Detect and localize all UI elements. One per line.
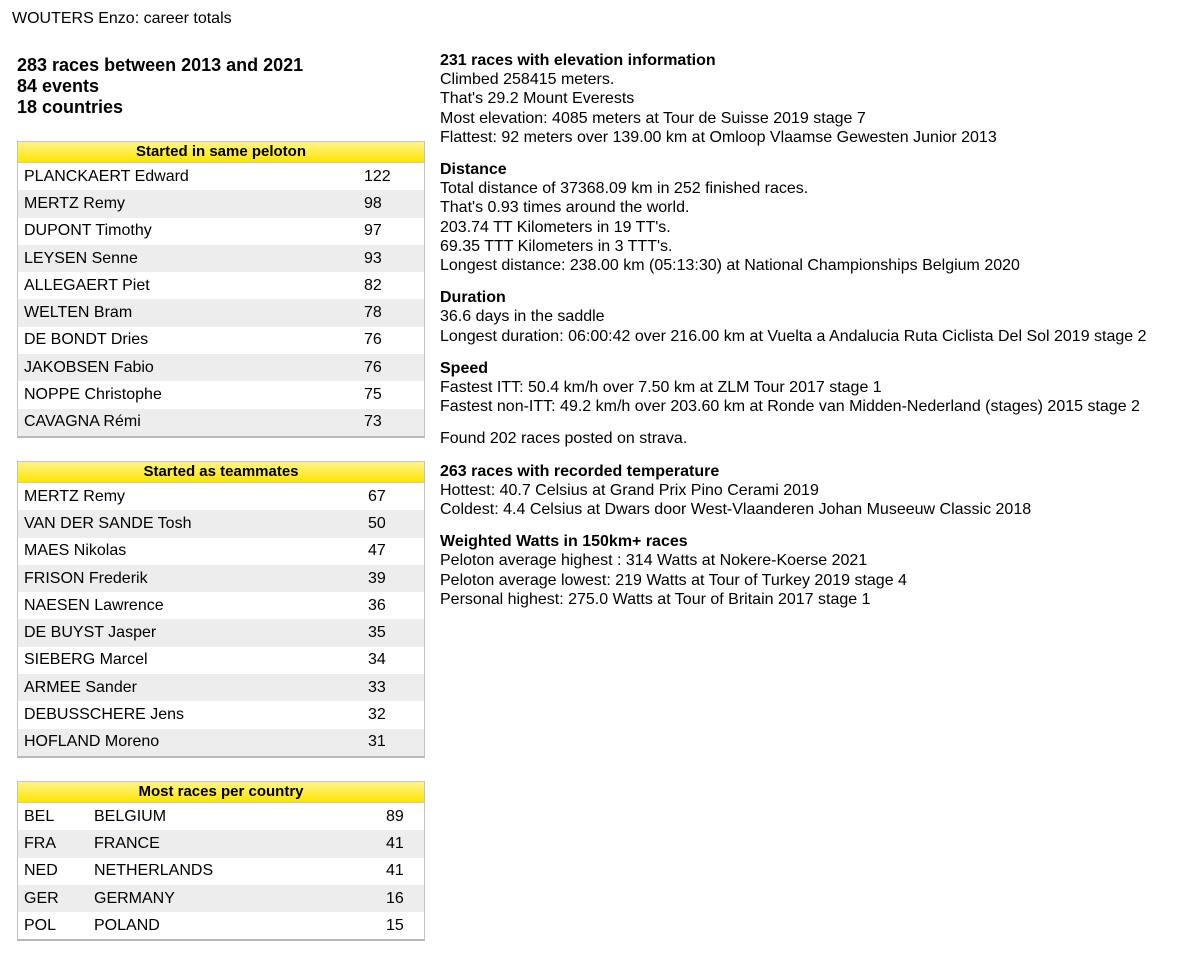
teammates-table (17, 461, 425, 758)
race-count: 47 (368, 542, 386, 560)
table-row (18, 803, 424, 830)
rider-name: NOPPE Christophe (24, 386, 162, 404)
race-count: 16 (386, 889, 404, 907)
table-row (18, 354, 424, 381)
rider-name: WELTEN Bram (24, 304, 133, 322)
race-count: 41 (386, 834, 404, 852)
country-name: NETHERLANDS (94, 862, 214, 880)
stat-line: 203.74 TT Kilometers in 19 TT's. (440, 218, 671, 236)
race-count: 82 (364, 276, 382, 294)
table-row (18, 592, 424, 619)
section-heading: Duration (440, 289, 506, 307)
rider-name: MERTZ Remy (24, 487, 126, 505)
rider-name: ARMEE Sander (24, 678, 137, 696)
summary-countries: 18 countries (17, 97, 124, 117)
race-count: 75 (364, 386, 382, 404)
race-count: 35 (368, 624, 386, 642)
table-row (18, 483, 424, 510)
section-heading: 231 races with elevation information (440, 52, 716, 69)
table-row (18, 245, 424, 272)
table-row (18, 619, 424, 646)
race-count: 15 (386, 916, 404, 934)
table-row (18, 327, 424, 354)
rider-name: CAVAGNA Rémi (24, 413, 141, 431)
rider-name: HOFLAND Moreno (24, 733, 160, 751)
page-title: WOUTERS Enzo: career totals (12, 10, 232, 27)
table-row (18, 381, 424, 408)
race-count: 97 (364, 222, 382, 240)
table-row (18, 701, 424, 728)
summary-events: 84 events (17, 76, 100, 96)
table-row (18, 510, 424, 537)
rider-name: FRISON Frederik (24, 569, 148, 587)
race-count: 89 (386, 807, 404, 825)
table-row (18, 190, 424, 217)
stats-section (440, 462, 1147, 520)
rider-name: MAES Nikolas (24, 542, 127, 560)
stat-line: Climbed 258415 meters. (440, 71, 615, 89)
teammates-header: Started as teammates (18, 462, 424, 483)
table-row (18, 538, 424, 565)
stats-section (440, 359, 1147, 417)
race-count: 67 (368, 487, 386, 505)
section-heading: 263 races with recorded temperature (440, 462, 720, 480)
country-name: POLAND (94, 916, 160, 934)
summary-races: 283 races between 2013 and 2021 (17, 55, 304, 75)
stat-line: Fastest non-ITT: 49.2 km/h over 203.60 km at Ronde van Midden-Nederland (stages) 2015 stage 2 (440, 398, 1140, 416)
country-code: POL (24, 916, 57, 934)
rider-name: DE BONDT Dries (24, 331, 149, 349)
race-count: 76 (364, 358, 382, 376)
stats-panel (440, 51, 1147, 622)
countries-table (17, 781, 425, 941)
race-count: 98 (364, 194, 382, 212)
race-count: 78 (364, 304, 382, 322)
countries-header: Most races per country (18, 782, 424, 803)
career-summary (17, 55, 303, 118)
country-code: NED (24, 862, 58, 880)
stats-section (440, 51, 1147, 147)
stat-line: Peloton average highest : 314 Watts at Nokere-Koerse 2021 (440, 552, 868, 570)
same-peloton-header: Started in same peloton (18, 142, 424, 163)
section-heading: Speed (440, 359, 489, 377)
stat-line: That's 29.2 Mount Everests (440, 90, 635, 108)
country-code: FRA (24, 834, 56, 852)
table-row (18, 912, 424, 939)
rider-name: JAKOBSEN Fabio (24, 358, 154, 376)
rider-name: DE BUYST Jasper (24, 624, 157, 642)
rider-name: DUPONT Timothy (24, 222, 152, 240)
table-row (18, 299, 424, 326)
rider-name: VAN DER SANDE Tosh (24, 514, 192, 532)
race-count: 76 (364, 331, 382, 349)
table-row (18, 729, 424, 756)
table-row (18, 885, 424, 912)
country-name: FRANCE (94, 834, 160, 852)
table-row (18, 218, 424, 245)
race-count: 31 (368, 733, 386, 751)
stat-line: Total distance of 37368.09 km in 252 finished races. (440, 180, 809, 198)
country-code: GER (24, 889, 59, 907)
race-count: 50 (368, 514, 386, 532)
section-heading: Weighted Watts in 150km+ races (440, 533, 688, 551)
table-row (18, 647, 424, 674)
stat-line: 69.35 TTT Kilometers in 3 TTT's. (440, 237, 673, 255)
table-row (18, 674, 424, 701)
rider-name: MERTZ Remy (24, 194, 126, 212)
stat-line: Coldest: 4.4 Celsius at Dwars door West-Vlaanderen Johan Museeuw Classic 2018 (440, 501, 1032, 519)
rider-name: DEBUSSCHERE Jens (24, 706, 185, 724)
race-count: 33 (368, 678, 386, 696)
race-count: 41 (386, 862, 404, 880)
stat-line: Hottest: 40.7 Celsius at Grand Prix Pino Cerami 2019 (440, 481, 819, 499)
stat-line: Flattest: 92 meters over 139.00 km at Omloop Vlaamse Gewesten Junior 2013 (440, 128, 997, 146)
rider-name: LEYSEN Senne (24, 249, 138, 267)
rider-name: PLANCKAERT Edward (24, 167, 189, 185)
race-count: 39 (368, 569, 386, 587)
same-peloton-table (17, 141, 425, 438)
stats-section (440, 288, 1147, 346)
stat-line: That's 0.93 times around the world. (440, 199, 690, 217)
stat-line: Longest distance: 238.00 km (05:13:30) at National Championships Belgium 2020 (440, 257, 1020, 275)
race-count: 93 (364, 249, 382, 267)
stat-line: Longest duration: 06:00:42 over 216.00 km at Vuelta a Andalucia Ruta Ciclista Del Sol 2019 stage 2 (440, 327, 1147, 345)
stat-line: Most elevation: 4085 meters at Tour de Suisse 2019 stage 7 (440, 109, 866, 127)
rider-name: SIEBERG Marcel (24, 651, 148, 669)
teammates-rows (18, 483, 424, 756)
rider-name: ALLEGAERT Piet (24, 276, 150, 294)
country-name: GERMANY (94, 889, 175, 907)
stat-line: 36.6 days in the saddle (440, 308, 605, 326)
table-row (18, 565, 424, 592)
country-code: BEL (24, 807, 55, 825)
table-row (18, 163, 424, 190)
race-count: 122 (364, 167, 391, 185)
same-peloton-rows (18, 163, 424, 436)
stats-section (440, 532, 1147, 609)
country-name: BELGIUM (94, 807, 167, 825)
rider-name: NAESEN Lawrence (24, 596, 164, 614)
table-row (18, 830, 424, 857)
table-row (18, 272, 424, 299)
race-count: 36 (368, 596, 386, 614)
section-heading: Distance (440, 161, 507, 179)
stat-line: Fastest ITT: 50.4 km/h over 7.50 km at ZLM Tour 2017 stage 1 (440, 379, 882, 397)
race-count: 32 (368, 706, 386, 724)
table-row (18, 858, 424, 885)
race-count: 34 (368, 651, 386, 669)
countries-rows (18, 803, 424, 939)
stats-section (440, 429, 1147, 448)
race-count: 73 (364, 413, 382, 431)
stat-line: Peloton average lowest: 219 Watts at Tour of Turkey 2019 stage 4 (440, 571, 907, 589)
stats-section (440, 160, 1147, 275)
stat-line: Personal highest: 275.0 Watts at Tour of Britain 2017 stage 1 (440, 590, 871, 608)
table-row (18, 409, 424, 436)
stat-line: Found 202 races posted on strava. (440, 430, 688, 448)
